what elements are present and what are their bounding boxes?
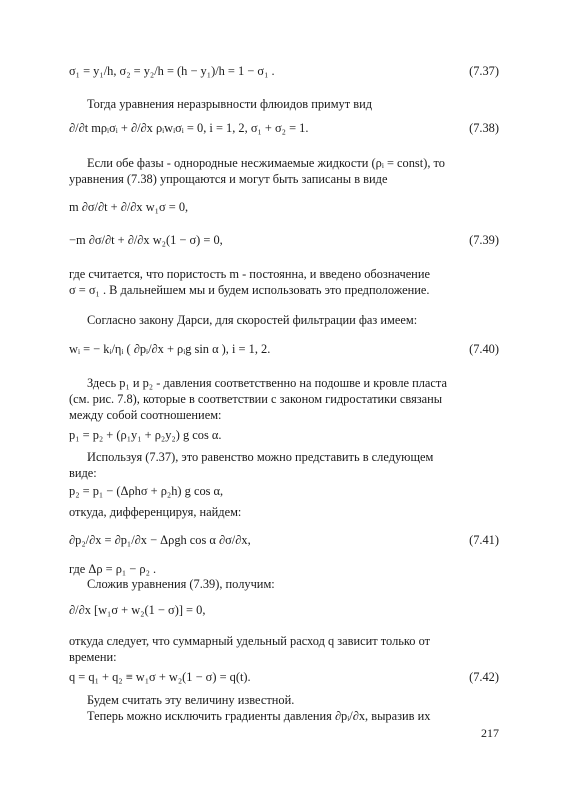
paragraph-line: (см. рис. 7.8), которые в соответствии с законом гидростатики связаны — [69, 392, 443, 406]
paragraph-line: σ = σ₁ . В дальнейшем мы и будем использовать это предположение. — [69, 283, 430, 297]
equation-7-39-b: −m ∂σ/∂t + ∂/∂x w₂(1 − σ) = 0, — [69, 233, 223, 247]
paragraph-line: откуда следует, что суммарный удельный расход q зависит только от — [69, 634, 431, 648]
equation-7-37: σ₁ = y₁/h, σ₂ = y₂/h = (h − y₁)/h = 1 − σ₁ . — [69, 64, 275, 78]
paragraph-line: Согласно закону Дарси, для скоростей фильтрации фаз имеем: — [87, 313, 418, 327]
equation: p₂ = p₁ − (Δρhσ + ρ₂h) g cos α, — [69, 484, 224, 498]
equation-7-38: ∂/∂t mρᵢσᵢ + ∂/∂x ρᵢwᵢσᵢ = 0, i = 1, 2, σ₁ + σ₂ = 1. — [69, 121, 309, 135]
equation-7-39-a: m ∂σ/∂t + ∂/∂x w₁σ = 0, — [69, 200, 189, 214]
paragraph-line: где Δρ = ρ₁ − ρ₂ . — [69, 562, 157, 576]
equation-7-41: ∂p₂/∂x = ∂p₁/∂x − Δρgh cos α ∂σ/∂x, — [69, 533, 251, 547]
equation: ∂/∂x [w₁σ + w₂(1 − σ)] = 0, — [69, 603, 206, 617]
equation-number: (7.38) — [469, 121, 499, 135]
paragraph-line: времени: — [69, 650, 117, 664]
paragraph-line: Если обе фазы - однородные несжимаемые жидкости (ρᵢ = const), то — [87, 156, 445, 170]
paragraph-line: Здесь p₁ и p₂ - давления соответственно на подошве и кровле пласта — [87, 376, 447, 390]
equation-number: (7.41) — [469, 533, 499, 547]
equation-7-42: q = q₁ + q₂ ≡ w₁σ + w₂(1 − σ) = q(t). — [69, 670, 251, 684]
paragraph-line: между собой соотношением: — [69, 408, 222, 422]
equation-number: (7.40) — [469, 342, 499, 356]
equation-number: (7.37) — [469, 64, 499, 78]
paragraph-line: Сложив уравнения (7.39), получим: — [87, 577, 275, 591]
paragraph-line: Используя (7.37), это равенство можно представить в следующем — [87, 450, 434, 464]
paragraph-line: Теперь можно исключить градиенты давления ∂pᵢ/∂x, выразив их — [87, 709, 431, 723]
paragraph-line: виде: — [69, 466, 97, 480]
paragraph-line: где считается, что пористость m - постоянна, и введено обозначение — [69, 267, 430, 281]
equation-7-40: wᵢ = − kᵢ/ηᵢ ( ∂pᵢ/∂x + ρᵢg sin α ), i = 1, 2. — [69, 342, 271, 356]
paragraph-line: Тогда уравнения неразрывности флюидов примут вид — [87, 97, 373, 111]
page-number: 217 — [481, 726, 499, 740]
equation: p₁ = p₂ + (ρ₁y₁ + ρ₂y₂) g cos α. — [69, 428, 222, 442]
paragraph-line: Будем считать эту величину известной. — [87, 693, 295, 707]
paragraph-line: откуда, дифференцируя, найдем: — [69, 505, 242, 519]
equation-number: (7.42) — [469, 670, 499, 684]
paragraph-line: уравнения (7.38) упрощаются и могут быть записаны в виде — [69, 172, 388, 186]
equation-number: (7.39) — [469, 233, 499, 247]
